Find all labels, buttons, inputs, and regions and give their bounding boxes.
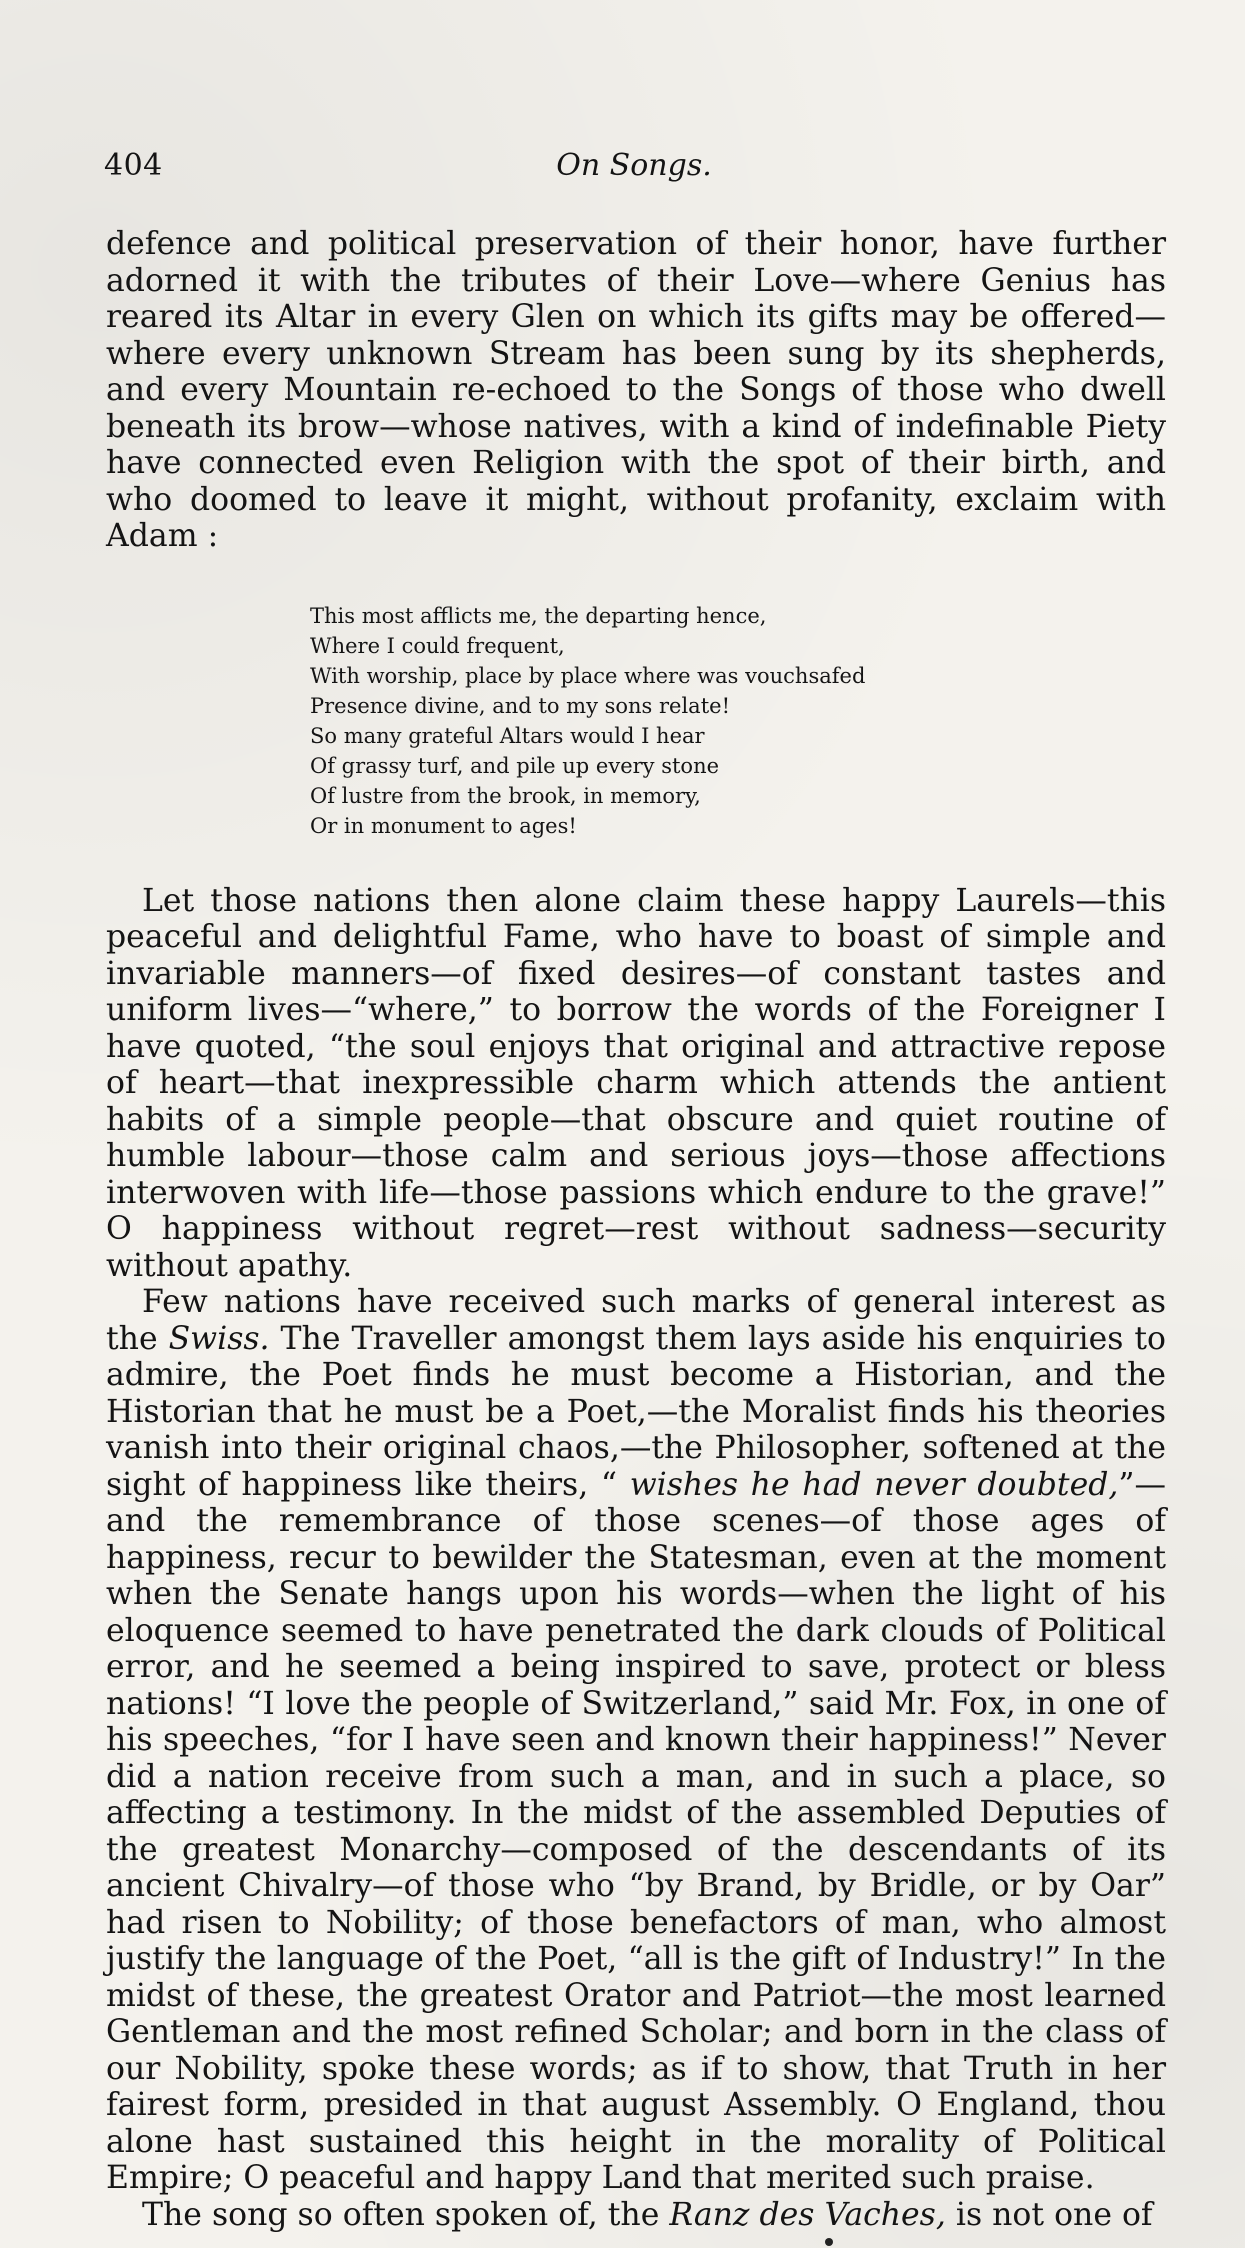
paragraph-swiss [106, 1284, 1166, 2197]
paragraph-ranz-des-vaches [106, 2197, 1166, 2234]
running-title: On Songs. [556, 148, 712, 183]
verse-line: Or in monument to ages! [310, 813, 577, 838]
paragraph-laurels: Let those nations then alone claim these happy Laurels—this peaceful and delightful Fame, who have to boast of simple and invariable manners—of fixed desires—of constant tastes and uniform lives—“where,” to borrow the words of the Foreigner I have quoted, “the soul enjoys that original and attractive repose of heart—that inexpressible charm which attends the antient habits of a simple people—that obscure and quiet routine of humble labour—those calm and serious joys—those affections interwoven with life—those passions which endure to the grave!” O happiness without regret—rest without sadness—security without apathy. [106, 882, 1166, 1284]
verse-line: Presence divine, and to my sons relate! [310, 693, 731, 718]
paragraph-swiss-text-2: The Traveller amongst them lays aside his enquiries to admire, the Poet finds he must become a Historian, and the Historian that he must be a Poet,—the Moralist finds his theories vanish into their original chaos,—the Philosopher, softened at the sight of happiness like theirs, “ [106, 1320, 1166, 1503]
ink-speck [825, 2238, 833, 2246]
verse-line: This most afflicts me, the departing hence, [310, 603, 767, 628]
body-text [106, 226, 1166, 2233]
paragraph-ranz-text-2: is not one of [945, 2196, 1153, 2233]
quoted-phrase: wishes he had never doubted, [629, 1466, 1119, 1503]
paragraph-swiss-text-3: ”—and the remembrance of those scenes—of those ages of happiness, recur to bewilder the Statesman, even at the moment when the Senate hangs upon his words—when the light of his eloquence seemed to have penetrated the dark clouds of Political error, and he seemed a being inspired to save, protect or bless nations! “I love the people of Switzerland,” said Mr. Fox, in one of his speeches, “for I have seen and known their happiness!” Never did a nation receive from such a man, and in such a place, so affecting a testimony. In the midst of the assembled Deputies of the greatest Monarchy—composed of the descendants of its ancient Chivalry—of those who “by Brand, by Bridle, or by Oar” had risen to Nobility; of those benefactors of man, who almost justify the language of the Poet, “all is the gift of Industry!” In the midst of these, the greatest Orator and Patriot—the most learned Gentleman and the most refined Scholar; and born in the class of our Nobility, spoke these words; as if to show, that Truth in her fairest form, presided in that august Assembly. O England, thou alone hast sustained this height in the morality of Political Empire; O peaceful and happy Land that merited such praise. [106, 1466, 1166, 2196]
paragraph-swiss-text-1: Few nations have received such marks of general interest as the [106, 1284, 1166, 1357]
verse-line: Of lustre from the brook, in memory, [310, 783, 701, 808]
verse-line: So many grateful Altars would I hear [310, 723, 705, 748]
paragraph-ranz-text-1: The song so often spoken of, the [142, 2196, 670, 2233]
page-header [104, 146, 1164, 190]
paragraph-opening: defence and political preservation of their honor, have further adorned it with the tributes of their Love—where Genius has reared its Altar in every Glen on which its gifts may be offered—where every unknown Stream has been sung by its shepherds, and every Mountain re-echoed to the Songs of those who dwell beneath its brow—whose natives, with a kind of indefinable Piety have connected even Religion with the spot of their birth, and who doomed to leave it might, without profanity, exclaim with Adam : [106, 226, 1166, 554]
swiss-emphasis: Swiss. [168, 1320, 270, 1357]
page-number: 404 [104, 148, 163, 183]
verse-line: With worship, place by place where was vouchsafed [310, 663, 866, 688]
verse-line: Where I could frequent, [310, 633, 565, 658]
ranz-des-vaches-title: Ranz des Vaches, [669, 2196, 946, 2233]
verse-line: Of grassy turf, and pile up every stone [310, 753, 720, 778]
verse-quotation [310, 601, 1166, 841]
